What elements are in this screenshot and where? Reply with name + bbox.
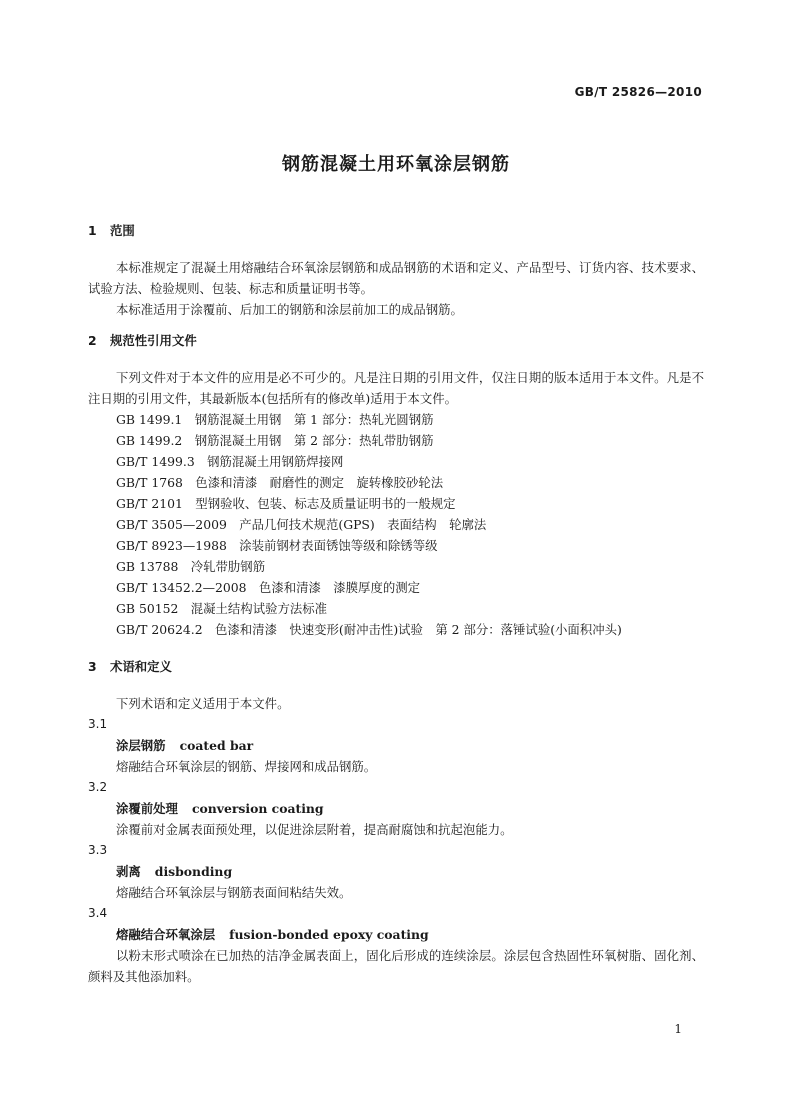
reference-item: GB/T 1768 色漆和清漆 耐磨性的测定 旋转橡胶砂轮法 xyxy=(116,475,444,490)
document-body xyxy=(88,220,704,987)
section-title: 规范性引用文件 xyxy=(110,333,197,348)
section-number: 2 xyxy=(88,333,97,348)
section-heading-scope xyxy=(88,220,704,241)
term-number: 3.4 xyxy=(88,906,108,920)
reference-item: GB 13788 冷轧带肋钢筋 xyxy=(116,559,266,574)
reference-item: GB/T 2101 型钢验收、包装、标志及质量证明书的一般规定 xyxy=(116,496,456,511)
term-definition: 熔融结合环氧涂层的钢筋、焊接网和成品钢筋。 xyxy=(116,759,377,774)
term-number: 3.2 xyxy=(88,780,108,794)
reference-item: GB/T 8923—1988 涂装前钢材表面锈蚀等级和除锈等级 xyxy=(116,538,438,553)
normative-intro: 下列文件对于本文件的应用是必不可少的。凡是注日期的引用文件，仅注日期的版本适用于本文件。凡是不注日期的引用文件，其最新版本(包括所有的修改单)适用于本文件。 xyxy=(88,370,704,406)
term-number: 3.1 xyxy=(88,717,108,731)
page-number: 1 xyxy=(674,1022,682,1036)
reference-item: GB/T 3505—2009 产品几何技术规范(GPS) 表面结构 轮廓法 xyxy=(116,517,487,532)
scope-paragraph: 本标准规定了混凝土用熔融结合环氧涂层钢筋和成品钢筋的术语和定义、产品型号、订货内容、技术要求、试验方法、检验规则、包装、标志和质量证明书等。 xyxy=(88,260,704,296)
reference-item: GB 1499.1 钢筋混凝土用钢 第 1 部分：热轧光圆钢筋 xyxy=(116,412,434,427)
section-heading-normative xyxy=(88,330,704,351)
term-name xyxy=(88,861,704,882)
standard-code: GB/T 25826—2010 xyxy=(574,85,702,99)
term-name-en: conversion coating xyxy=(191,801,324,816)
section-title: 范围 xyxy=(110,223,135,238)
section-title: 术语和定义 xyxy=(110,659,172,674)
reference-item: GB/T 13452.2—2008 色漆和清漆 漆膜厚度的测定 xyxy=(116,580,421,595)
term-name-zh: 涂层钢筋 xyxy=(116,738,166,753)
reference-item: GB/T 20624.2 色漆和清漆 快速变形(耐冲击性)试验 第 2 部分：落锤试验(小面积冲头) xyxy=(116,622,622,637)
term-name-zh: 熔融结合环氧涂层 xyxy=(116,927,216,942)
term-name-en: fusion-bonded epoxy coating xyxy=(229,927,429,942)
reference-item: GB 50152 混凝土结构试验方法标准 xyxy=(116,601,328,616)
terms-intro: 下列术语和定义适用于本文件。 xyxy=(116,696,290,711)
scope-paragraph: 本标准适用于涂覆前、后加工的钢筋和涂层前加工的成品钢筋。 xyxy=(116,302,463,317)
section-heading-terms xyxy=(88,656,704,677)
term-definition: 熔融结合环氧涂层与钢筋表面间粘结失效。 xyxy=(116,885,352,900)
document-title: 钢筋混凝土用环氧涂层钢筋 xyxy=(282,154,510,175)
reference-item: GB/T 1499.3 钢筋混凝土用钢筋焊接网 xyxy=(116,454,344,469)
section-number: 3 xyxy=(88,659,97,674)
term-definition: 以粉末形式喷涂在已加热的洁净金属表面上，固化后形成的连续涂层。涂层包含热固性环氧树脂、固化剂、颜料及其他添加料。 xyxy=(88,948,704,984)
term-name-en: coated bar xyxy=(179,738,254,753)
term-name-zh: 剥离 xyxy=(116,864,141,879)
section-number: 1 xyxy=(88,223,97,238)
term-name xyxy=(88,924,704,945)
term-name-zh: 涂覆前处理 xyxy=(116,801,178,816)
term-definition: 涂覆前对金属表面预处理，以促进涂层附着，提高耐腐蚀和抗起泡能力。 xyxy=(116,822,513,837)
reference-item: GB 1499.2 钢筋混凝土用钢 第 2 部分：热轧带肋钢筋 xyxy=(116,433,434,448)
term-name-en: disbonding xyxy=(154,864,233,879)
term-number: 3.3 xyxy=(88,843,108,857)
term-name xyxy=(88,798,704,819)
term-name xyxy=(88,735,704,756)
